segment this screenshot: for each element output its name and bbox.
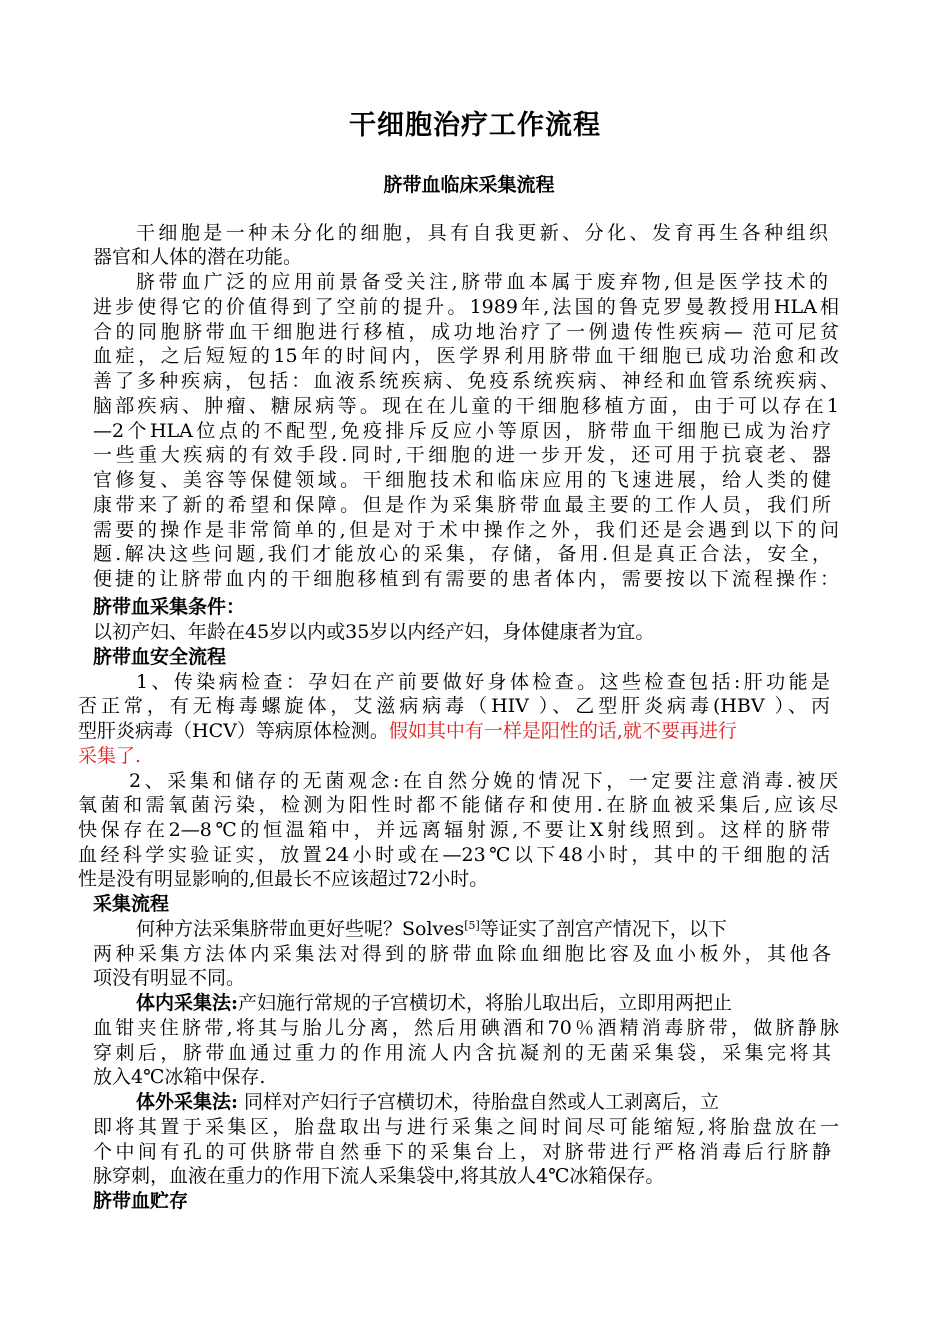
text-line: 脐带血广泛的应用前景备受关注,脐带血本属于废弃物,但是医学技术的 (136, 271, 828, 293)
text-line: 两种采集方法体内采集法对得到的脐带血除血细胞比容及血小板外，其他各 (93, 943, 831, 965)
text-line: 需要的操作是非常简单的,但是对于术中操作之外，我们还是会遇到以下的问 (93, 519, 839, 541)
section-heading-collection-process: 采集流程 (93, 893, 170, 915)
text-segment: 产妇施行常规的子宫横切术，将胎儿取出后，立即用两把止 (238, 992, 733, 1014)
text-line: 血症，之后短短的15年的时间内，医学界利用脐带血干细胞已成功治愈和改 (93, 345, 839, 367)
method-label-external: 体外采集法: (136, 1091, 239, 1113)
text-line: 穿刺后，脐带血通过重力的作用流人内含抗凝剂的无菌采集袋，采集完将其 (93, 1042, 831, 1064)
text-line: 脉穿刺，血液在重力的作用下流人采集袋中,将其放人4℃冰箱保存。 (93, 1165, 665, 1187)
text-line: 以初产妇、年龄在45岁以内或35岁以内经产妇，身体健康者为宜。 (93, 621, 655, 643)
text-line: 氧菌和需氧菌污染，检测为阳性时都不能储存和使用.在脐血被采集后,应该尽 (78, 794, 838, 816)
citation-superscript: [5] (464, 919, 480, 932)
text-line: 项没有明显不同。 (93, 967, 246, 989)
text-line: 便捷的让脐带血内的干细胞移植到有需要的患者体内，需要按以下流程操作： (93, 568, 839, 590)
text-line: 血钳夹住脐带,将其与胎儿分离，然后用碘酒和70％酒精消毒脐带，做脐静脉 (93, 1017, 839, 1039)
text-line: 快保存在2—8℃的恒温箱中，并远离辐射源,不要让X射线照到。这样的脐带 (78, 819, 830, 841)
text-line: 善了多种疾病，包括：血液系统疾病、免疫系统疾病、神经和血管系统疾病、 (93, 370, 839, 392)
text-line: 器官和人体的潜在功能。 (93, 246, 303, 268)
text-segment: 何种方法采集脐带血更好些呢？Solves (136, 918, 465, 940)
text-line: 脑部疾病、肿瘤、糖尿病等。现在在儿童的干细胞移植方面，由于可以存在1 (93, 395, 839, 417)
text-line: 一些重大疾病的有效手段.同时,干细胞的进一步开发，还可用于抗衰老、器 (93, 444, 831, 466)
text-line (136, 1090, 719, 1115)
text-segment: 型肝炎病毒（HCV）等病原体检测。 (78, 720, 389, 742)
section-heading-collection-conditions: 脐带血采集条件： (93, 596, 246, 618)
text-line: 1、传染病检查：孕妇在产前要做好身体检查。这些检查包括:肝功能是 (136, 671, 830, 693)
text-line: 干细胞是一种未分化的细胞，具有自我更新、分化、发育再生各种组织 (136, 222, 828, 244)
text-line: 2、采集和储存的无菌观念:在自然分娩的情况下，一定要注意消毒.被厌 (129, 770, 838, 792)
document-subtitle: 脐带血临床采集流程 (383, 174, 555, 196)
text-line: 否正常，有无梅毒螺旋体，艾滋病病毒（HIV ）、乙型肝炎病毒(HBV ）、丙 (78, 695, 830, 717)
text-line: —2个HLA位点的不配型,免疫排斥反应小等原因，脐带血干细胞已成为治疗 (93, 420, 831, 442)
text-line: 放入4℃冰箱中保存. (93, 1066, 266, 1088)
text-line (136, 917, 727, 942)
text-line: 康带来了新的希望和保障。但是作为采集脐带血最主要的工作人员，我们所 (93, 494, 831, 516)
text-line (136, 991, 732, 1016)
text-line: 即将其置于采集区，胎盘取出与进行采集之间时间尽可能缩短,将胎盘放在一 (93, 1116, 839, 1138)
text-line: 题.解决这些问题,我们才能放心的采集，存储，备用.但是真正合法，安全， (93, 543, 831, 565)
document-title: 干细胞治疗工作流程 (349, 110, 601, 141)
text-line: 进步使得它的价值得到了空前的提升。1989年,法国的鲁克罗曼教授用HLA相 (93, 296, 839, 318)
section-heading-storage: 脐带血贮存 (93, 1190, 189, 1212)
text-line: 血经科学实验证实，放置24小时或在—23℃以下48小时，其中的干细胞的活 (78, 844, 830, 866)
warning-text: 采集了. (78, 745, 142, 767)
text-line (78, 719, 737, 744)
text-segment: 同样对产妇行子宫横切术，待胎盘自然或人工剥离后，立 (238, 1091, 720, 1113)
warning-text: 假如其中有一样是阳性的话,就不要再进行 (388, 720, 737, 742)
section-heading-safety-process: 脐带血安全流程 (93, 646, 227, 668)
text-line: 合的同胞脐带血干细胞进行移植，成功地治疗了一例遗传性疾病— 范可尼贫 (93, 321, 839, 343)
text-segment: 等证实了剖宫产情况下，以下 (479, 918, 727, 940)
text-line: 性是没有明显影响的,但最长不应该超过72小时。 (78, 868, 489, 890)
text-line: 个中间有孔的可供脐带自然垂下的采集台上，对脐带进行严格消毒后行脐静 (93, 1141, 831, 1163)
method-label-internal: 体内采集法: (136, 992, 239, 1014)
text-line: 官修复、美容等保健领域。干细胞技术和临床应用的飞速进展，给人类的健 (93, 469, 831, 491)
